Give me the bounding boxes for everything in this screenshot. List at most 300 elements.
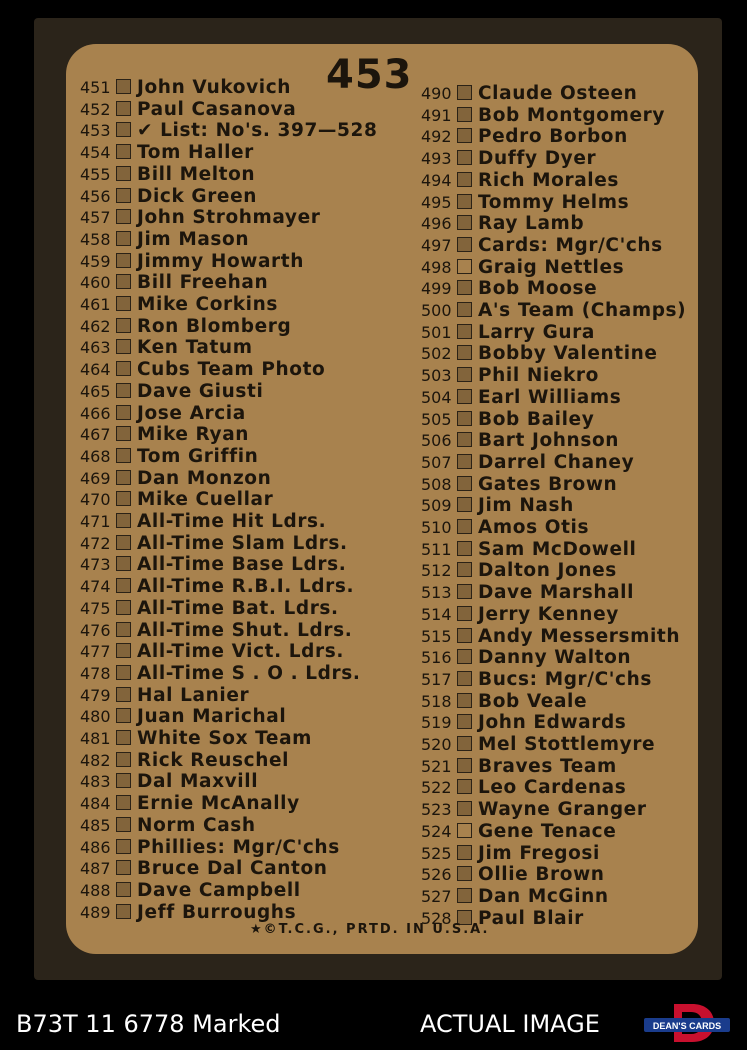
- player-name: Bucs: Mgr/C'chs: [478, 668, 653, 690]
- checkbox-icon: [457, 888, 472, 903]
- checkbox-icon: [457, 628, 472, 643]
- player-name: Danny Walton: [478, 647, 632, 669]
- card-num: 479: [80, 685, 111, 705]
- player-name: Mel Stottlemyre: [478, 734, 656, 755]
- checklist-row: [421, 712, 626, 734]
- card-num: 477: [80, 642, 111, 662]
- player-name: Duffy Dyer: [478, 148, 597, 170]
- checkbox-icon: [116, 708, 131, 723]
- card-num: 473: [80, 555, 111, 575]
- player-name: Jimmy Howarth: [137, 250, 304, 272]
- card-num: 506: [421, 431, 452, 451]
- checklist-row: [80, 294, 278, 316]
- checkbox-icon: [116, 144, 131, 159]
- player-name: Cubs Team Photo: [137, 359, 326, 381]
- checklist-row: [80, 641, 344, 663]
- card-num: 514: [421, 604, 452, 624]
- deans-cards-logo-icon: [640, 1000, 734, 1046]
- checklist-row: [421, 517, 589, 539]
- checklist-row: [80, 468, 271, 490]
- checklist-row: [80, 880, 301, 902]
- card-num: 487: [80, 859, 111, 879]
- checkbox-icon: [457, 411, 472, 426]
- checkbox-icon: [116, 448, 131, 463]
- card-num: 495: [421, 192, 452, 212]
- checklist-row: [80, 771, 258, 793]
- checkbox-icon: [116, 773, 131, 788]
- checklist-row: [80, 316, 291, 338]
- checklist-row: [421, 495, 574, 517]
- card-num: 484: [80, 794, 111, 814]
- checklist-row: [421, 669, 652, 691]
- card-num: 488: [80, 880, 111, 900]
- player-name: Darrel Chaney: [478, 451, 635, 473]
- checkbox-icon: [457, 215, 472, 230]
- card-num: 454: [80, 143, 111, 163]
- player-name: Ron Blomberg: [137, 315, 292, 337]
- card-num: 519: [421, 713, 452, 733]
- checkbox-icon: [116, 318, 131, 333]
- checklist-row: [80, 229, 249, 251]
- checkbox-icon: [116, 274, 131, 289]
- checklist-row: [421, 604, 619, 626]
- player-name: Gates Brown: [478, 473, 618, 495]
- player-name: Tom Haller: [137, 142, 254, 164]
- player-name: White Sox Team: [137, 728, 313, 749]
- player-name: All-Time S . O . Ldrs.: [137, 662, 361, 684]
- checklist-row: [80, 685, 249, 707]
- player-name: Mike Ryan: [137, 424, 250, 446]
- card-num: 486: [80, 837, 111, 857]
- card-number: 453: [326, 52, 413, 98]
- checklist-row: [421, 213, 584, 235]
- checklist-row: [80, 815, 256, 837]
- player-name: Bobby Valentine: [478, 343, 658, 365]
- player-name: Wayne Granger: [478, 799, 647, 821]
- checklist-row: [80, 424, 249, 446]
- checklist-row: [80, 858, 328, 880]
- card-num: 471: [80, 512, 111, 531]
- checklist-row: [421, 582, 634, 604]
- checkbox-icon: [116, 253, 131, 268]
- card-num: 512: [421, 561, 452, 581]
- checklist-row: [421, 647, 631, 669]
- player-name: Claude Osteen: [478, 83, 638, 104]
- player-name: Dal Maxvill: [137, 771, 259, 793]
- checklist-row: [421, 539, 637, 561]
- checkbox-icon: [116, 231, 131, 246]
- checkbox-icon: [457, 150, 472, 165]
- checkbox-icon: [116, 600, 131, 615]
- player-name: Paul Blair: [478, 907, 584, 929]
- card-num: 463: [80, 338, 111, 358]
- card-num: 457: [80, 208, 111, 228]
- checkbox-icon: [116, 752, 131, 767]
- player-name: Jim Mason: [137, 228, 250, 250]
- checklist-row: [421, 560, 617, 582]
- card-num: 518: [421, 691, 452, 711]
- checkbox-icon: [457, 801, 472, 816]
- checklist-row: [421, 886, 609, 908]
- player-name: Dave Campbell: [137, 879, 301, 901]
- checklist-row: [421, 756, 617, 778]
- checklist-row: [421, 734, 655, 756]
- player-name: Tom Griffin: [137, 445, 259, 467]
- player-name: Tommy Helms: [478, 191, 630, 213]
- card-num: 491: [421, 105, 452, 125]
- card-num: 525: [421, 843, 452, 863]
- player-name: Hal Lanier: [137, 684, 250, 706]
- player-name: Juan Marichal: [137, 706, 287, 728]
- checklist-row: [421, 474, 617, 496]
- checkbox-icon: [116, 491, 131, 506]
- checklist-row: [421, 170, 619, 192]
- checkbox-icon: [457, 107, 472, 122]
- checkbox-icon: [116, 578, 131, 593]
- checkbox-icon: [457, 280, 472, 295]
- checkbox-icon: [116, 122, 131, 137]
- checkbox-icon: [116, 556, 131, 571]
- card-num: 480: [80, 707, 111, 727]
- player-name: Ollie Brown: [478, 864, 605, 886]
- player-name: All-Time Base Ldrs.: [137, 554, 347, 576]
- checkbox-icon: [116, 209, 131, 224]
- checklist-row: [421, 452, 634, 474]
- checklist-row: [80, 576, 354, 598]
- checklist-row: [80, 663, 360, 685]
- checkbox-icon: [457, 194, 472, 209]
- checklist-row: [80, 793, 300, 815]
- checkbox-icon: [116, 361, 131, 376]
- card-num: 465: [80, 381, 111, 401]
- checkbox-icon: [116, 882, 131, 897]
- checklist-row: [80, 251, 304, 273]
- checkbox-icon: [116, 643, 131, 658]
- checklist-row: [421, 192, 629, 214]
- checklist-row: [80, 359, 325, 381]
- checkbox-icon: [457, 823, 472, 838]
- checklist-row: [421, 821, 616, 843]
- checkbox-icon: [457, 584, 472, 599]
- checkbox-icon: [457, 259, 472, 274]
- player-name: All-Time Hit Ldrs.: [137, 511, 327, 532]
- card-num: 451: [80, 78, 111, 97]
- card-num: 456: [80, 186, 111, 206]
- checklist-row: [421, 777, 626, 799]
- checklist-row: [80, 142, 254, 164]
- card-num: 489: [80, 902, 111, 922]
- checkbox-icon: [457, 497, 472, 512]
- checkbox-icon: [457, 779, 472, 794]
- player-name: Amos Otis: [478, 517, 590, 538]
- player-name: Ken Tatum: [137, 337, 253, 359]
- checklist-row: [80, 902, 296, 924]
- checkbox-icon: [457, 454, 472, 469]
- checkbox-icon: [116, 383, 131, 398]
- checklist-row: [421, 691, 587, 713]
- card-num: 504: [421, 387, 452, 407]
- checklist-row: [421, 278, 597, 300]
- player-name: Norm Cash: [137, 814, 256, 836]
- actual-image-caption: ACTUAL IMAGE: [420, 1010, 600, 1038]
- card-num: 458: [80, 229, 111, 249]
- player-name: Dave Marshall: [478, 582, 635, 604]
- card-num: 481: [80, 729, 111, 748]
- card-num: 469: [80, 468, 111, 488]
- card-num: 453: [80, 121, 111, 141]
- checklist-row: [421, 126, 628, 148]
- checkbox-icon: [116, 817, 131, 832]
- card-num: 474: [80, 577, 111, 597]
- card-num: 502: [421, 344, 452, 364]
- checklist-row: [421, 83, 637, 105]
- player-name: Bob Veale: [478, 690, 588, 712]
- card-num: 467: [80, 425, 111, 445]
- player-name: Dick Green: [137, 185, 257, 207]
- card-num: 485: [80, 815, 111, 835]
- checkbox-icon: [457, 389, 472, 404]
- checkbox-icon: [457, 345, 472, 360]
- checkbox-icon: [116, 904, 131, 919]
- checkbox-icon: [116, 513, 131, 528]
- card-num: 521: [421, 756, 452, 776]
- checklist-row: [80, 620, 352, 642]
- checklist-row: [421, 322, 595, 344]
- checkbox-icon: [116, 339, 131, 354]
- checklist-row: [80, 403, 246, 425]
- checkbox-icon: [457, 302, 472, 317]
- checkbox-icon: [457, 519, 472, 534]
- card-num: 498: [421, 257, 452, 277]
- player-name: Jim Nash: [478, 495, 574, 517]
- card-num: 508: [421, 474, 452, 494]
- card-num: 478: [80, 663, 111, 683]
- checkbox-icon: [116, 860, 131, 875]
- card-num: 526: [421, 865, 452, 885]
- card-num: 455: [80, 164, 111, 184]
- checklist-row: [421, 799, 647, 821]
- card-num: 527: [421, 886, 452, 906]
- checklist-row: [80, 99, 296, 121]
- player-name: All-Time Vict. Ldrs.: [137, 641, 344, 663]
- player-name: Rich Morales: [478, 169, 619, 191]
- checkbox-icon: [457, 541, 472, 556]
- card-num: 494: [421, 170, 452, 190]
- player-name: All-Time R.B.I. Ldrs.: [137, 576, 355, 598]
- player-name: Graig Nettles: [478, 256, 625, 278]
- card-num: 462: [80, 316, 111, 336]
- card-num: 507: [421, 452, 452, 472]
- player-name: All-Time Shut. Ldrs.: [137, 619, 353, 641]
- card-num: 452: [80, 99, 111, 119]
- card-num: 475: [80, 598, 111, 618]
- checklist-row: [421, 148, 596, 170]
- card-num: 483: [80, 772, 111, 792]
- checkbox-icon: [457, 432, 472, 447]
- checklist-row: [421, 365, 599, 387]
- checklist-row: [80, 837, 340, 859]
- checkbox-icon: [457, 172, 472, 187]
- checklist-row: [80, 533, 348, 555]
- card-num: 493: [421, 149, 452, 169]
- card-num: 522: [421, 778, 452, 798]
- player-name: All-Time Bat. Ldrs.: [137, 597, 339, 619]
- player-name: Bart Johnson: [478, 430, 620, 452]
- card-num: 524: [421, 821, 452, 841]
- checkbox-icon: [116, 426, 131, 441]
- logo-text: DEAN'S CARDS: [652, 1021, 722, 1031]
- player-name: Bill Melton: [137, 163, 256, 185]
- card-num: 523: [421, 800, 452, 820]
- player-name: Rick Reuschel: [137, 749, 290, 771]
- checkbox-icon: [116, 839, 131, 854]
- checkbox-icon: [457, 693, 472, 708]
- player-name: Mike Corkins: [137, 294, 278, 315]
- checklist-row: [80, 207, 320, 229]
- card-num: 511: [421, 539, 452, 559]
- card-num: 470: [80, 490, 111, 510]
- checkbox-icon: [116, 405, 131, 420]
- player-name: Jeff Burroughs: [137, 901, 297, 923]
- checklist-row: [421, 343, 658, 365]
- player-name: ✔ List: No's. 397—528: [137, 120, 378, 142]
- checklist-row: [80, 446, 258, 468]
- player-name: Pedro Borbon: [478, 126, 628, 148]
- card-num: 461: [80, 295, 111, 314]
- player-name: Bob Montgomery: [478, 104, 665, 126]
- card-num: 501: [421, 322, 452, 342]
- card-num: 466: [80, 403, 111, 423]
- checklist-row: [80, 511, 326, 533]
- player-name: Earl Williams: [478, 386, 622, 408]
- card-num: 515: [421, 626, 452, 646]
- card-num: 500: [421, 301, 452, 320]
- checkbox-icon: [116, 166, 131, 181]
- player-name: Phil Niekro: [478, 365, 599, 387]
- checklist-row: [421, 430, 619, 452]
- checkbox-icon: [457, 237, 472, 252]
- checkbox-icon: [457, 85, 472, 100]
- card-num: 492: [421, 127, 452, 147]
- card-num: 510: [421, 518, 452, 537]
- card-num: 482: [80, 750, 111, 770]
- checklist-row: [421, 843, 600, 865]
- checkbox-icon: [457, 758, 472, 773]
- player-name: Jim Fregosi: [478, 842, 600, 864]
- checkbox-icon: [457, 866, 472, 881]
- checklist-row: [80, 120, 377, 142]
- checkbox-icon: [116, 665, 131, 680]
- player-name: Dan Monzon: [137, 467, 272, 489]
- player-name: John Edwards: [478, 712, 627, 734]
- player-name: Bob Moose: [478, 278, 598, 300]
- checklist-row: [80, 598, 339, 620]
- player-name: Braves Team: [478, 755, 617, 777]
- checklist-row: [80, 554, 346, 576]
- player-name: Leo Cardenas: [478, 777, 627, 799]
- player-name: Larry Gura: [478, 321, 595, 343]
- player-name: Ernie McAnally: [137, 793, 300, 815]
- player-name: A's Team (Champs): [478, 300, 687, 321]
- checkbox-icon: [457, 671, 472, 686]
- player-name: All-Time Slam Ldrs.: [137, 532, 348, 554]
- card-num: 516: [421, 648, 452, 668]
- player-name: Ray Lamb: [478, 213, 585, 235]
- listing-caption: B73T 11 6778 Marked: [16, 1010, 281, 1038]
- card-num: 503: [421, 366, 452, 386]
- card-num: 460: [80, 273, 111, 293]
- player-name: Dan McGinn: [478, 885, 609, 907]
- card-num: 496: [421, 214, 452, 234]
- player-name: Andy Messersmith: [478, 625, 681, 647]
- checkbox-icon: [457, 845, 472, 860]
- checkbox-icon: [457, 736, 472, 751]
- checklist-row: [421, 300, 686, 322]
- checklist-row: [421, 105, 665, 127]
- card-num: 509: [421, 496, 452, 516]
- checklist-row: [80, 337, 253, 359]
- card-num: 464: [80, 360, 111, 380]
- card-num: 468: [80, 446, 111, 466]
- player-name: Dalton Jones: [478, 560, 617, 582]
- checklist-row: [80, 489, 273, 511]
- card-num: 476: [80, 620, 111, 640]
- player-name: Dave Giusti: [137, 380, 264, 402]
- checkbox-icon: [116, 687, 131, 702]
- card-num: 499: [421, 279, 452, 299]
- checkbox-icon: [116, 188, 131, 203]
- player-name: Phillies: Mgr/C'chs: [137, 836, 340, 858]
- player-name: Paul Casanova: [137, 98, 297, 120]
- checklist-row: [421, 235, 663, 257]
- player-name: John Vukovich: [137, 77, 292, 98]
- checklist-row: [80, 706, 286, 728]
- checkbox-icon: [457, 324, 472, 339]
- checkbox-icon: [116, 296, 131, 311]
- checklist-row: [421, 409, 594, 431]
- card-num: 505: [421, 409, 452, 429]
- checklist-row: [421, 387, 621, 409]
- checkbox-icon: [457, 128, 472, 143]
- checklist-row: [80, 381, 263, 403]
- checklist-row: [80, 728, 312, 750]
- checkbox-icon: [116, 730, 131, 745]
- checkbox-icon: [116, 470, 131, 485]
- checklist-row: [421, 257, 624, 279]
- checkbox-icon: [116, 795, 131, 810]
- card-num: 459: [80, 251, 111, 271]
- checklist-row: [421, 864, 605, 886]
- checkbox-icon: [457, 562, 472, 577]
- card-num: 528: [421, 908, 452, 928]
- checklist-row: [80, 164, 255, 186]
- checkbox-icon: [457, 649, 472, 664]
- player-name: Gene Tenace: [478, 820, 617, 842]
- card-num: 520: [421, 735, 452, 754]
- checkbox-icon: [116, 535, 131, 550]
- card-num: 513: [421, 583, 452, 603]
- checkbox-icon: [457, 606, 472, 621]
- checkbox-icon: [457, 476, 472, 491]
- checklist-row: [80, 750, 289, 772]
- checkbox-icon: [116, 79, 131, 94]
- checklist-row: [80, 272, 268, 294]
- checklist-row: [80, 77, 291, 99]
- player-name: Sam McDowell: [478, 538, 637, 560]
- card-num: 472: [80, 533, 111, 553]
- card-num: 497: [421, 235, 452, 255]
- player-name: Bruce Dal Canton: [137, 858, 328, 880]
